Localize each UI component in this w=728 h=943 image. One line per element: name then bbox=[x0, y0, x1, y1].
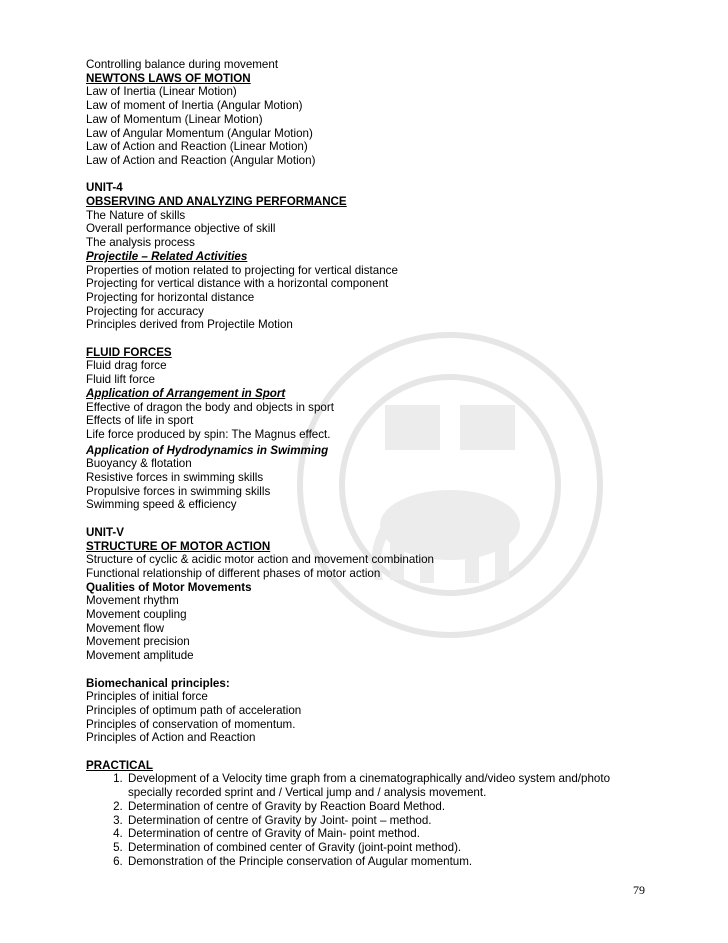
text-line: Functional relationship of different phases of motor action bbox=[86, 566, 381, 580]
unit-4-title: OBSERVING AND ANALYZING PERFORMANCE bbox=[86, 195, 347, 209]
list-item: 5. Determination of combined center of Gravity (joint-point method). bbox=[126, 841, 686, 855]
text-line: Life force produced by spin: The Magnus effect. bbox=[86, 427, 331, 441]
page-number: 79 bbox=[633, 883, 645, 897]
list-item: 6. Demonstration of the Principle conservation of Augular momentum. bbox=[126, 855, 686, 869]
text-line: Projecting for accuracy bbox=[86, 304, 204, 318]
text-line: Principles derived from Projectile Motion bbox=[86, 318, 293, 332]
text-line: Law of Inertia (Linear Motion) bbox=[86, 85, 237, 99]
subheading-qualities: Qualities of Motor Movements bbox=[86, 580, 252, 594]
text-line: Principles of optimum path of acceleration bbox=[86, 703, 302, 717]
text-line: Movement flow bbox=[86, 621, 164, 635]
text-line: Fluid drag force bbox=[86, 359, 167, 373]
unit-5-label: UNIT-V bbox=[86, 525, 125, 539]
text-line: Law of Action and Reaction (Linear Motion) bbox=[86, 140, 308, 154]
document-body bbox=[86, 58, 686, 868]
text-line: Projecting for vertical distance with a horizontal component bbox=[86, 277, 389, 291]
list-item: 4. Determination of centre of Gravity of Main- point method. bbox=[126, 827, 686, 841]
subheading-arrangement: Application of Arrangement in Sport bbox=[86, 386, 286, 400]
unit-4-label: UNIT-4 bbox=[86, 181, 123, 195]
text-line: Movement precision bbox=[86, 635, 190, 649]
text-line: Law of Action and Reaction (Angular Motion) bbox=[86, 153, 316, 167]
text-line: Swimming speed & efficiency bbox=[86, 498, 237, 512]
text-line: The Nature of skills bbox=[86, 208, 186, 222]
text-line: Law of Angular Momentum (Angular Motion) bbox=[86, 126, 313, 140]
text-line: Principles of Action and Reaction bbox=[86, 731, 256, 745]
text-line: Properties of motion related to projecting for vertical distance bbox=[86, 263, 398, 277]
text-line: The analysis process bbox=[86, 236, 195, 250]
text-line: Law of moment of Inertia (Angular Motion) bbox=[86, 99, 303, 113]
text-line: Movement coupling bbox=[86, 608, 187, 622]
subheading-projectile: Projectile – Related Activities bbox=[86, 249, 248, 263]
section-heading-practical: PRACTICAL bbox=[86, 758, 153, 772]
section-heading-fluid-forces: FLUID FORCES bbox=[86, 345, 172, 359]
text-line: Movement amplitude bbox=[86, 649, 194, 663]
list-item: 1. Development of a Velocity time graph from a cinematographically and/video system and/photo specially recorded sprint and / Vertical jump and / analysis movement. bbox=[126, 772, 648, 799]
text-line: Law of Momentum (Linear Motion) bbox=[86, 112, 263, 126]
section-heading-biomechanical: Biomechanical principles: bbox=[86, 676, 230, 690]
text-line: Propulsive forces in swimming skills bbox=[86, 484, 271, 498]
text-line: Principles of initial force bbox=[86, 690, 208, 704]
text-line: Effective of dragon the body and objects in sport bbox=[86, 400, 334, 414]
unit-5-title: STRUCTURE OF MOTOR ACTION bbox=[86, 539, 271, 553]
list-item: 2. Determination of centre of Gravity by Reaction Board Method. bbox=[126, 800, 686, 814]
section-heading-newtons-laws: NEWTONS LAWS OF MOTION bbox=[86, 71, 251, 85]
text-line: Buoyancy & flotation bbox=[86, 457, 192, 471]
text-line: Effects of life in sport bbox=[86, 414, 194, 428]
list-item: 3. Determination of centre of Gravity by Joint- point – method. bbox=[126, 814, 686, 828]
text-line: Structure of cyclic & acidic motor action and movement combination bbox=[86, 553, 434, 567]
text-line: Movement rhythm bbox=[86, 594, 179, 608]
text-line: Controlling balance during movement bbox=[86, 58, 279, 71]
text-line: Resistive forces in swimming skills bbox=[86, 471, 264, 485]
text-line: Fluid lift force bbox=[86, 373, 155, 387]
text-line: Principles of conservation of momentum. bbox=[86, 717, 296, 731]
text-line: Projecting for horizontal distance bbox=[86, 290, 255, 304]
practical-list bbox=[86, 772, 686, 868]
subheading-hydrodynamics: Application of Hydrodynamics in Swimming bbox=[86, 443, 329, 457]
text-line: Overall performance objective of skill bbox=[86, 222, 276, 236]
